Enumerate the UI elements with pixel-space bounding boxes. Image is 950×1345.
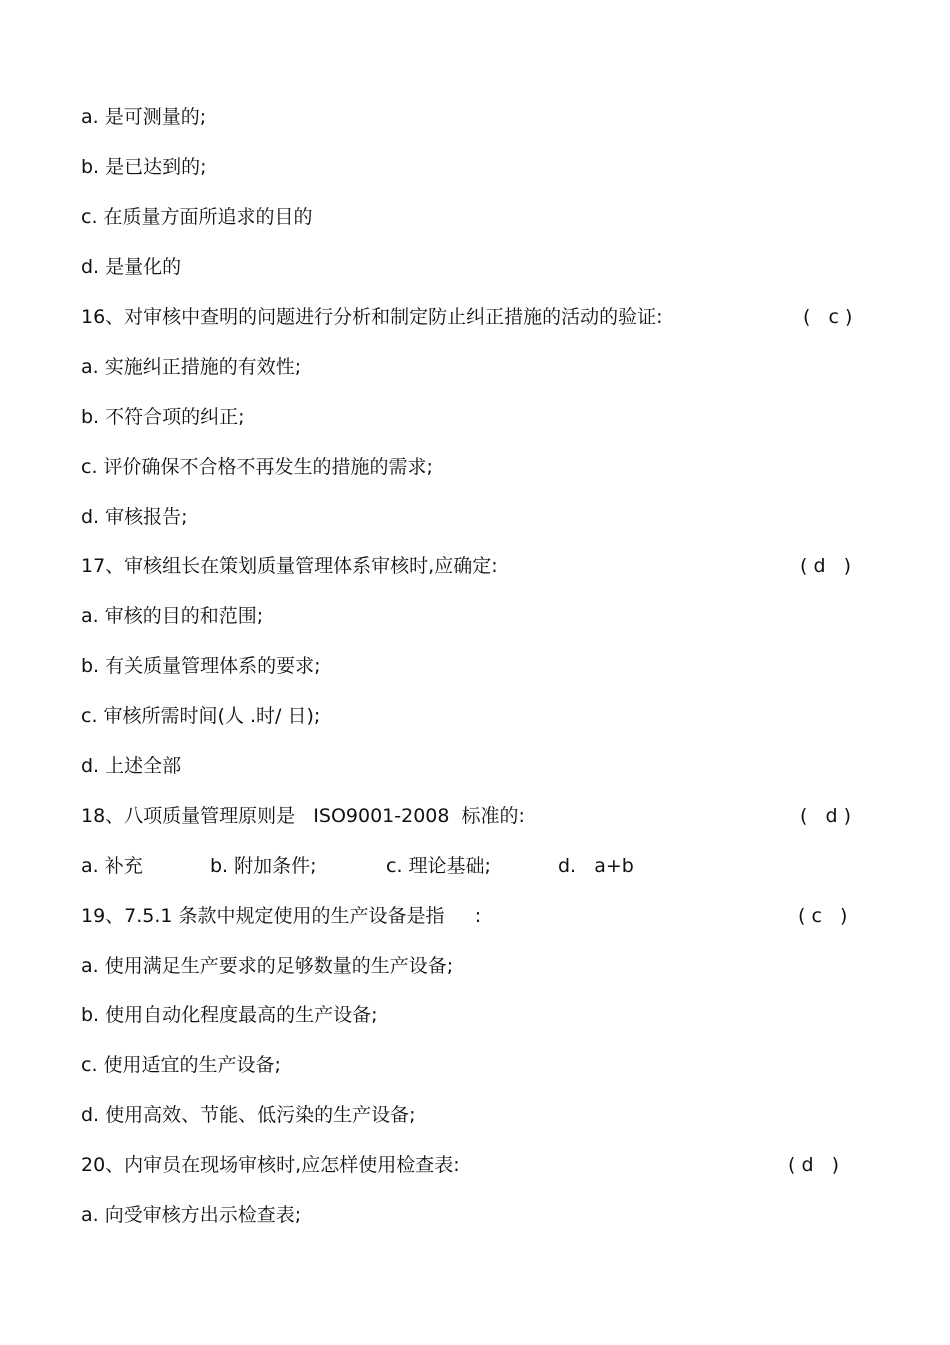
- q20-answer: ( d ): [788, 1154, 840, 1176]
- q17-question: 17、审核组长在策划质量管理体系审核时,应确定:: [81, 555, 498, 577]
- q18-option-a: a. 补充: [81, 855, 143, 877]
- q17-answer: ( d ): [800, 555, 852, 577]
- q17-option-a: a. 审核的目的和范围;: [81, 605, 264, 627]
- q18-option-d: d. a+b: [558, 855, 634, 877]
- q15-option-c: c. 在质量方面所追求的目的: [81, 206, 313, 228]
- q19-option-c: c. 使用适宜的生产设备;: [81, 1054, 281, 1076]
- q16-option-d: d. 审核报告;: [81, 506, 188, 528]
- q18-question: 18、八项质量管理原则是 ISO9001-2008 标准的:: [81, 805, 525, 827]
- q15-option-d: d. 是量化的: [81, 256, 182, 278]
- q17-option-d: d. 上述全部: [81, 755, 182, 777]
- q17-option-c: c. 审核所需时间(人 .时/ 日);: [81, 705, 321, 727]
- q17-option-b: b. 有关质量管理体系的要求;: [81, 655, 321, 677]
- q19-question: 19、7.5.1 条款中规定使用的生产设备是指 :: [81, 905, 482, 927]
- q19-option-d: d. 使用高效、节能、低污染的生产设备;: [81, 1104, 416, 1126]
- q16-option-a: a. 实施纠正措施的有效性;: [81, 356, 302, 378]
- q16-option-c: c. 评价确保不合格不再发生的措施的需求;: [81, 456, 433, 478]
- q20-option-a: a. 向受审核方出示检查表;: [81, 1204, 302, 1226]
- q15-option-a: a. 是可测量的;: [81, 106, 207, 128]
- q20-question: 20、内审员在现场审核时,应怎样使用检查表:: [81, 1154, 460, 1176]
- q19-option-b: b. 使用自动化程度最高的生产设备;: [81, 1004, 378, 1026]
- q19-answer: ( c ): [798, 905, 848, 927]
- q15-option-b: b. 是已达到的;: [81, 156, 207, 178]
- q16-answer: ( c ): [803, 306, 853, 328]
- q16-option-b: b. 不符合项的纠正;: [81, 406, 245, 428]
- q19-option-a: a. 使用满足生产要求的足够数量的生产设备;: [81, 955, 454, 977]
- q18-option-b: b. 附加条件;: [210, 855, 317, 877]
- q18-option-c: c. 理论基础;: [386, 855, 491, 877]
- q16-question: 16、对审核中查明的问题进行分析和制定防止纠正措施的活动的验证:: [81, 306, 663, 328]
- q18-answer: ( d ): [800, 805, 852, 827]
